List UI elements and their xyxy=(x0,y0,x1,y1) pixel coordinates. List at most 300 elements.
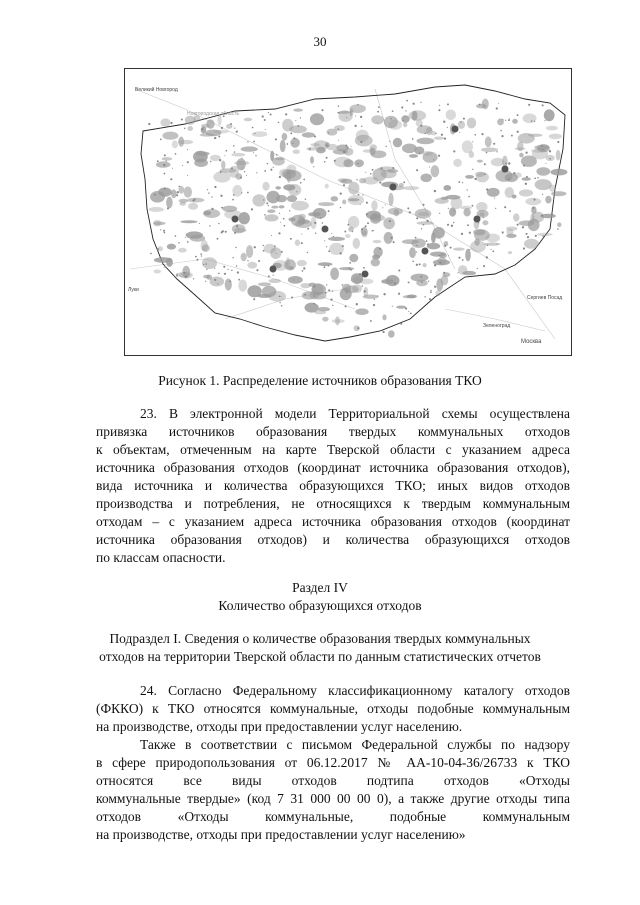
source-area xyxy=(355,135,373,147)
source-area xyxy=(282,169,296,178)
source-dot xyxy=(351,280,352,281)
source-area xyxy=(401,115,409,122)
source-dot xyxy=(214,186,216,188)
source-area xyxy=(551,191,566,196)
source-dot xyxy=(429,298,431,300)
source-dot xyxy=(247,192,249,194)
source-dot xyxy=(419,152,420,153)
paragraph-also xyxy=(96,736,570,844)
source-dot xyxy=(337,128,339,130)
source-dot xyxy=(458,257,460,259)
subsection-line-2: отходов на территории Тверской области по данным статистических отчетов xyxy=(99,649,541,664)
source-dot xyxy=(301,242,303,244)
section-number: Раздел IV xyxy=(292,580,348,595)
source-dot xyxy=(343,184,345,186)
source-area xyxy=(383,217,395,229)
source-dot xyxy=(201,128,203,130)
source-dot xyxy=(252,127,254,129)
source-dot xyxy=(526,176,528,178)
source-area xyxy=(310,113,324,125)
source-dot xyxy=(383,331,385,333)
source-area xyxy=(297,260,307,266)
source-dot xyxy=(303,267,305,269)
source-dot xyxy=(328,289,330,291)
source-area xyxy=(371,258,380,266)
source-area xyxy=(480,212,485,216)
figure-caption: Рисунок 1. Распределение источников образования ТКО xyxy=(158,373,482,388)
source-area xyxy=(342,200,346,205)
source-dot xyxy=(267,163,269,165)
source-area xyxy=(348,182,359,195)
source-dot xyxy=(344,231,346,233)
source-dot xyxy=(320,217,322,219)
source-area xyxy=(396,306,406,309)
source-area xyxy=(221,161,225,170)
source-dot xyxy=(332,290,334,292)
source-dot xyxy=(236,225,238,227)
waste-source-areas xyxy=(148,99,567,338)
source-dot xyxy=(419,263,421,265)
source-dot xyxy=(164,266,166,268)
source-dot xyxy=(505,120,506,121)
source-dot xyxy=(509,118,510,119)
source-dot xyxy=(541,215,543,217)
source-dot xyxy=(280,296,281,297)
source-dot xyxy=(183,272,185,274)
paragraph-23-line: по классам опасности. xyxy=(96,550,226,565)
source-area xyxy=(262,182,269,191)
source-dot xyxy=(434,190,436,192)
source-dot xyxy=(184,128,185,129)
dense-source-point xyxy=(502,166,509,173)
source-dot xyxy=(253,141,255,143)
paragraph-also-line: относятся все виды отходов подтипа отходов «Отходы xyxy=(96,773,570,788)
source-dot xyxy=(295,120,296,121)
source-area xyxy=(393,138,402,148)
source-dot xyxy=(302,270,304,272)
source-area xyxy=(162,132,178,140)
source-dot xyxy=(508,119,510,121)
source-dot xyxy=(233,194,235,196)
source-area xyxy=(530,213,534,224)
source-dot xyxy=(502,119,503,120)
source-dot xyxy=(424,296,425,297)
source-area xyxy=(476,172,489,182)
source-area xyxy=(162,157,173,161)
source-dot xyxy=(333,236,334,237)
source-dot xyxy=(541,145,543,147)
source-dot xyxy=(176,274,178,276)
source-dot xyxy=(313,303,315,305)
source-area xyxy=(423,263,427,267)
source-area xyxy=(353,238,360,249)
source-dot xyxy=(444,138,446,140)
source-dot xyxy=(357,104,359,106)
source-dot xyxy=(483,265,485,267)
source-area xyxy=(441,275,449,285)
source-dot xyxy=(346,117,347,118)
source-dot xyxy=(283,218,285,220)
source-dot xyxy=(313,285,315,287)
map-label-velikiy-novgorod: Великий Новгород xyxy=(135,87,178,93)
source-dot xyxy=(290,132,292,134)
source-area xyxy=(461,206,472,210)
source-dot xyxy=(167,207,169,209)
source-dot xyxy=(224,273,226,275)
source-dot xyxy=(483,217,484,218)
source-dot xyxy=(513,172,515,174)
source-dot xyxy=(234,127,235,128)
source-dot xyxy=(421,228,422,229)
source-dot xyxy=(366,202,368,204)
source-dot xyxy=(403,181,405,183)
source-area xyxy=(275,186,281,189)
source-dot xyxy=(471,205,473,207)
source-dot xyxy=(443,121,445,123)
source-area xyxy=(244,118,253,122)
source-dot xyxy=(438,255,439,256)
source-area xyxy=(202,257,217,269)
source-dot xyxy=(438,155,440,157)
source-dot xyxy=(234,232,236,234)
source-dot xyxy=(453,210,454,211)
source-dot xyxy=(542,235,543,236)
source-dot xyxy=(244,171,246,173)
source-dot xyxy=(211,196,212,197)
source-area xyxy=(225,279,232,291)
source-dot xyxy=(326,246,327,247)
source-area xyxy=(325,184,329,189)
source-dot xyxy=(401,106,403,108)
source-dot xyxy=(262,115,264,117)
source-dot xyxy=(225,150,227,152)
source-dot xyxy=(357,327,359,329)
source-dot xyxy=(218,223,219,224)
source-dot xyxy=(435,133,437,135)
source-dot xyxy=(553,199,554,200)
source-area xyxy=(187,198,204,203)
source-dot xyxy=(278,232,280,234)
source-area xyxy=(275,157,285,160)
source-area xyxy=(445,195,460,200)
source-dot xyxy=(544,120,545,121)
paragraph-24-line: на производстве, отходы при предоставлении услуг населению. xyxy=(96,719,463,734)
source-dot xyxy=(326,284,327,285)
dense-source-point xyxy=(390,184,397,191)
source-dot xyxy=(363,267,365,269)
source-area xyxy=(556,150,561,161)
source-dot xyxy=(232,257,233,258)
source-dot xyxy=(492,250,494,252)
source-dot xyxy=(498,103,499,104)
source-dot xyxy=(474,178,476,180)
source-dot xyxy=(164,232,166,234)
source-dot xyxy=(504,206,506,208)
source-dot xyxy=(187,149,188,150)
source-area xyxy=(181,220,198,223)
source-dot xyxy=(273,167,274,168)
source-dot xyxy=(398,269,400,271)
source-dot xyxy=(238,228,239,229)
source-area xyxy=(160,118,170,126)
source-area xyxy=(178,248,187,253)
source-dot xyxy=(270,113,272,115)
source-dot xyxy=(385,204,386,205)
source-dot xyxy=(406,100,408,102)
source-area xyxy=(477,160,483,163)
source-dot xyxy=(229,280,231,282)
source-dot xyxy=(433,159,434,160)
source-dot xyxy=(185,237,186,238)
source-dot xyxy=(274,245,276,247)
source-area xyxy=(283,184,295,190)
source-dot xyxy=(268,112,269,113)
source-dot xyxy=(361,229,363,231)
source-dot xyxy=(254,133,255,134)
source-dot xyxy=(321,109,323,111)
source-dot xyxy=(222,230,224,232)
source-dot xyxy=(210,161,211,162)
source-dot xyxy=(533,199,535,201)
source-dot xyxy=(373,304,375,306)
source-area xyxy=(433,227,445,239)
source-area xyxy=(331,196,339,201)
source-dot xyxy=(532,207,534,209)
source-dot xyxy=(356,179,357,180)
source-dot xyxy=(393,241,395,243)
paragraph-24-line: (ФККО) к ТКО относятся коммунальные, отходы подобные коммунальным xyxy=(96,701,570,716)
source-dot xyxy=(264,119,266,121)
paragraph-23-line: источника образования отходов (координат источника образования отходов), xyxy=(96,460,570,475)
source-dot xyxy=(439,105,440,106)
source-dot xyxy=(517,114,519,116)
source-dot xyxy=(424,208,425,209)
source-area xyxy=(409,154,418,158)
source-area xyxy=(203,209,220,218)
source-dot xyxy=(468,196,470,198)
source-dot xyxy=(366,213,368,215)
source-area xyxy=(238,280,247,292)
source-area xyxy=(318,202,334,206)
source-dot xyxy=(365,172,366,173)
source-dot xyxy=(430,291,432,293)
source-area xyxy=(453,159,462,167)
source-dot xyxy=(148,123,150,125)
source-dot xyxy=(372,169,374,171)
source-dot xyxy=(377,295,378,296)
source-dot xyxy=(178,186,180,188)
source-dot xyxy=(225,231,227,233)
source-dot xyxy=(351,146,352,147)
source-area xyxy=(359,178,366,183)
source-area xyxy=(417,125,433,134)
source-dot xyxy=(447,224,449,226)
source-dot xyxy=(309,148,311,150)
source-area xyxy=(354,277,362,283)
source-area xyxy=(373,240,382,243)
source-dot xyxy=(172,168,173,169)
section-title: Количество образующихся отходов xyxy=(218,598,422,613)
source-dot xyxy=(268,275,270,277)
source-dot xyxy=(273,275,274,276)
paragraph-24 xyxy=(96,682,570,736)
source-dot xyxy=(199,223,200,224)
source-dot xyxy=(365,225,367,227)
source-dot xyxy=(251,208,253,210)
source-dot xyxy=(448,255,449,256)
source-dot xyxy=(362,285,363,286)
source-dot xyxy=(412,261,414,263)
source-dot xyxy=(528,104,530,106)
source-dot xyxy=(377,123,378,124)
paragraph-23-line: вида источника и количества образующихся ТКО; иных видов отходов xyxy=(96,478,570,493)
source-area xyxy=(247,262,257,269)
source-area xyxy=(402,239,419,244)
source-dot xyxy=(235,247,236,248)
source-dot xyxy=(220,171,222,173)
source-dot xyxy=(461,233,463,235)
source-dot xyxy=(434,286,436,288)
source-dot xyxy=(420,102,421,103)
source-dot xyxy=(332,305,333,306)
source-area xyxy=(446,110,456,121)
source-dot xyxy=(423,224,425,226)
source-dot xyxy=(410,312,412,314)
paragraph-also-line: на производстве, отходы при предоставлении услуг населению» xyxy=(96,827,466,842)
source-dot xyxy=(415,237,417,239)
source-area xyxy=(302,132,315,137)
source-dot xyxy=(385,146,386,147)
source-dot xyxy=(405,308,407,310)
source-dot xyxy=(258,260,260,262)
source-dot xyxy=(362,194,363,195)
source-dot xyxy=(350,269,352,271)
source-dot xyxy=(328,132,329,133)
source-area xyxy=(213,171,230,182)
source-dot xyxy=(253,298,255,300)
source-dot xyxy=(422,204,424,206)
source-dot xyxy=(217,283,218,284)
source-dot xyxy=(361,126,362,127)
source-dot xyxy=(293,279,294,280)
source-area xyxy=(409,247,416,258)
source-area xyxy=(287,195,297,202)
source-dot xyxy=(357,163,358,164)
source-dot xyxy=(233,145,235,147)
source-area xyxy=(524,239,539,249)
source-dot xyxy=(469,249,470,250)
source-dot xyxy=(409,211,411,213)
source-dot xyxy=(231,270,232,271)
source-dot xyxy=(241,158,242,159)
source-area xyxy=(156,161,171,167)
source-area xyxy=(403,186,419,190)
source-dot xyxy=(275,138,277,140)
source-area xyxy=(258,294,272,298)
source-dot xyxy=(462,259,464,261)
source-area xyxy=(482,99,489,110)
source-dot xyxy=(207,189,208,190)
source-area xyxy=(545,196,551,204)
source-dot xyxy=(214,138,215,139)
source-dot xyxy=(219,159,221,161)
source-area xyxy=(308,212,321,216)
source-dot xyxy=(370,320,372,322)
paragraph-also-line: в сфере природопользования от 06.12.2017 № АА-10-04-36/26733 к ТКО xyxy=(96,755,570,770)
source-dot xyxy=(160,139,162,141)
source-area xyxy=(153,222,166,226)
source-dot xyxy=(291,297,293,299)
source-area xyxy=(293,149,300,154)
source-area xyxy=(206,119,214,128)
source-area xyxy=(508,251,512,254)
source-area xyxy=(338,178,348,182)
source-dot xyxy=(412,138,414,140)
map-label-zelenograd: Зеленоград xyxy=(483,323,511,329)
source-dot xyxy=(338,140,339,141)
source-area xyxy=(252,131,268,137)
source-area xyxy=(290,138,300,148)
source-dot xyxy=(517,224,519,226)
source-dot xyxy=(221,127,223,129)
source-dot xyxy=(278,122,280,124)
source-dot xyxy=(289,210,290,211)
source-area xyxy=(322,317,328,322)
source-dot xyxy=(247,260,248,261)
source-area xyxy=(310,156,314,164)
source-dot xyxy=(157,248,159,250)
source-dot xyxy=(230,123,232,125)
source-area xyxy=(166,197,173,209)
dense-source-point xyxy=(322,226,329,233)
source-area xyxy=(188,203,198,210)
source-area xyxy=(345,234,350,238)
source-area xyxy=(348,198,360,201)
source-dot xyxy=(150,253,152,255)
map-label-sergiev-posad: Сергиев Посад xyxy=(527,295,563,301)
source-dot xyxy=(241,168,242,169)
source-area xyxy=(187,126,193,131)
subsection-line-1: Подраздел I. Сведения о количестве образования твердых коммунальных xyxy=(109,631,531,646)
source-area xyxy=(316,147,326,154)
source-dot xyxy=(379,248,381,250)
source-area xyxy=(525,198,541,205)
source-area xyxy=(467,118,476,129)
source-dot xyxy=(451,225,453,227)
source-dot xyxy=(531,120,533,122)
source-dot xyxy=(416,217,418,219)
source-dot xyxy=(154,194,156,196)
source-dot xyxy=(296,191,297,192)
source-dot xyxy=(196,259,198,261)
source-dot xyxy=(297,125,299,127)
source-area xyxy=(469,151,474,158)
source-area xyxy=(267,209,275,213)
source-dot xyxy=(534,121,535,122)
source-dot xyxy=(469,232,471,234)
source-dot xyxy=(412,103,414,105)
source-area xyxy=(549,134,562,140)
source-area xyxy=(305,303,319,313)
source-dot xyxy=(324,266,326,268)
map-label-region: Новгородская область xyxy=(187,111,240,117)
source-dot xyxy=(460,121,461,122)
source-dot xyxy=(450,247,452,249)
source-dot xyxy=(508,162,510,164)
source-dot xyxy=(166,160,167,161)
source-dot xyxy=(481,133,483,135)
source-area xyxy=(465,175,474,179)
